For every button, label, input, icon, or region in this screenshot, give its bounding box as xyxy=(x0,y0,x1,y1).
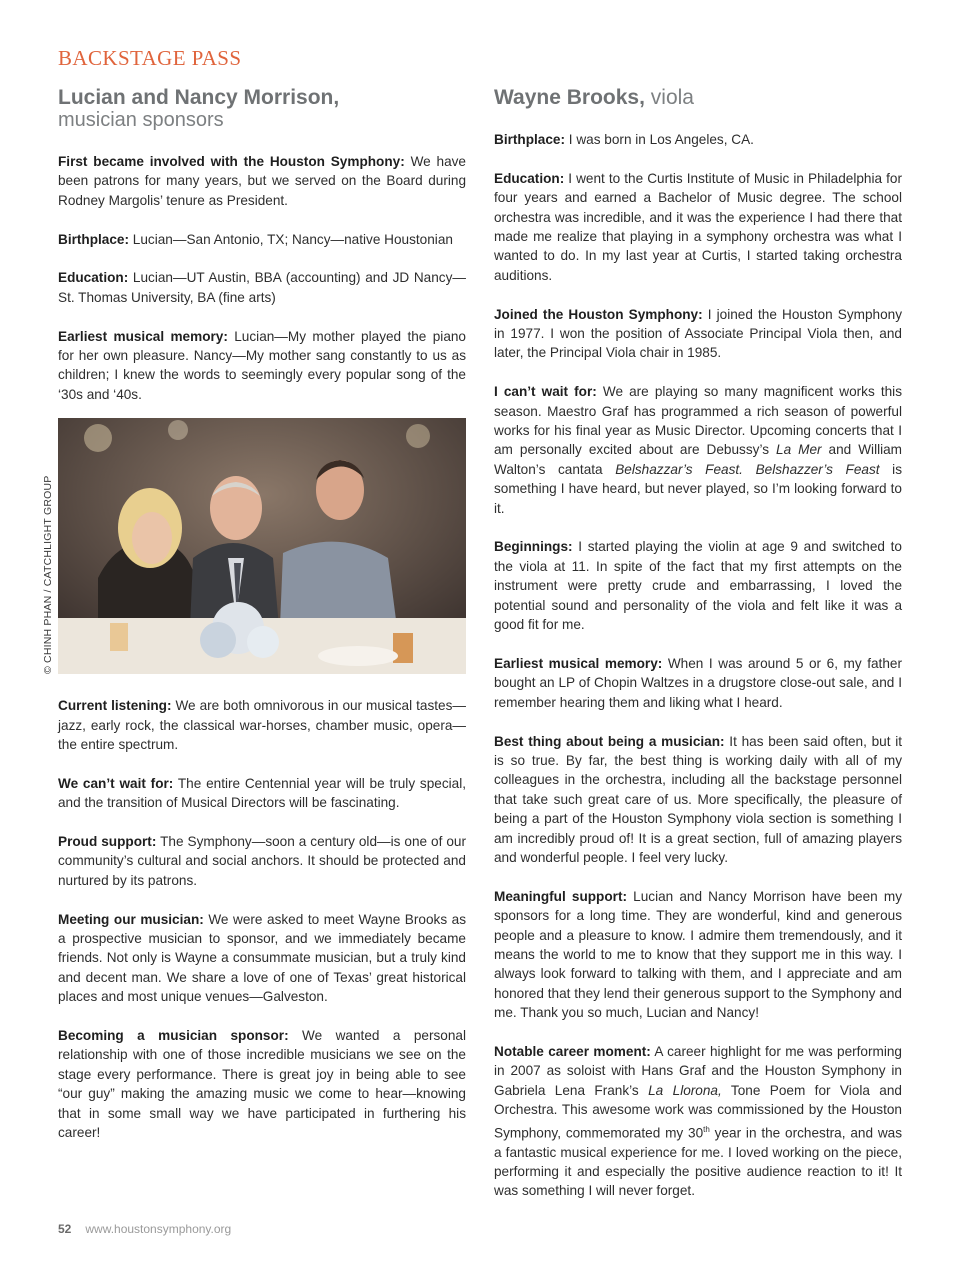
qa-text: When I was around 5 or 6, my father bought an LP of Chopin Waltzes in a drugstore close-out sale, and I remember hearing them and liking what I heard. xyxy=(494,655,902,710)
qa-text: We are both omnivorous in our musical tastes—jazz, early rock, the classical war-horses, chamber music, opera—the entire spectrum. xyxy=(58,698,466,753)
qa-text: Tone Poem for Viola and Orchestra. This awesome work was commissioned by the Houston Symphony, commemorated my 30 xyxy=(494,1082,902,1141)
qa-text: We are playing so many magnificent works this season. Maestro Graf has programmed a rich season of powerful works for his final year as Music Director. Upcoming concerts that I am personally excited about are Debussy’s xyxy=(494,384,903,458)
qa-item xyxy=(58,327,466,405)
qa-text: Lucian—UT Austin, BBA (accounting) and JD Nancy—St. Thomas University, BA (fine arts) xyxy=(58,270,466,305)
qa-text: The Symphony—soon a century old—is one of our community’s cultural and social anchors. It should be protected and nurtured by its patrons. xyxy=(58,834,467,888)
qa-text: Lucian and Nancy Morrison have been my sponsors for a long time. They are wonderful, kind and generous people and a pleasure to know. I admire them tremendously, and it means the world to me to know that they support me in this way. I always look forward to talking with them, and I appreciate and am honored that they lend their generous support to the Symphony and me. Thank you so much, Lucian and Nancy! xyxy=(494,888,903,1021)
qa-label: Education: xyxy=(58,270,129,286)
qa-text: It has been said often, but it is so true. By far, the best thing is working daily with all of my colleagues in the orchestra, including all the backstage personnel that take such great care of us. More specifically, the pleasure of being a part of the Houston Symphony viola section is something I am incredibly proud of! It is a great section, full of amazing players and wonderful people. I feel very lucky. xyxy=(494,733,903,865)
sponsor-title: Lucian and Nancy Morrison, xyxy=(58,86,340,109)
qa-label: First became involved with the Houston Symphony: xyxy=(58,154,405,169)
page-number: 52 xyxy=(58,1222,72,1236)
qa-item xyxy=(58,696,466,754)
qa-item xyxy=(494,305,902,363)
page-footer xyxy=(58,1222,231,1236)
qa-label: I can’t wait for: xyxy=(494,384,597,400)
musician-instrument: viola xyxy=(644,86,694,109)
qa-item xyxy=(494,887,902,1023)
qa-label: Current listening: xyxy=(58,698,172,714)
qa-title-italic: Belshazzar’s Feast. Belshazzer’s Feast xyxy=(615,461,880,477)
qa-item xyxy=(494,169,902,285)
superscript: th xyxy=(703,1124,710,1134)
qa-item xyxy=(58,268,466,307)
qa-label: Earliest musical memory: xyxy=(494,655,663,671)
qa-label: Birthplace: xyxy=(58,231,130,247)
qa-item xyxy=(58,832,466,890)
qa-label: Birthplace: xyxy=(494,132,566,147)
qa-title-italic: La Llorona, xyxy=(648,1082,722,1098)
sponsor-subtitle: musician sponsors xyxy=(58,109,224,131)
qa-label: Notable career moment: xyxy=(494,1043,651,1059)
qa-item xyxy=(58,1026,466,1142)
qa-label: Beginnings: xyxy=(494,539,573,555)
qa-label: Best thing about being a musician: xyxy=(494,733,725,749)
qa-item xyxy=(494,732,902,868)
qa-item xyxy=(494,382,902,518)
qa-label: Education: xyxy=(494,170,565,186)
qa-label: Proud support: xyxy=(58,834,157,850)
qa-item xyxy=(58,230,466,249)
qa-text: and William Walton’s cantata xyxy=(494,442,903,477)
qa-text: The entire Centennial year will be truly special, and the transition of Musical Directors will be fascinating. xyxy=(58,775,467,811)
qa-text: We have been patrons for many years, but we served on the Board during Rodney Margolis’ tenure as President. xyxy=(58,154,466,208)
qa-text: year in the orchestra, and was a fantastic musical experience for me. I loved working on the piece, performing it and especially the positive audience reaction to it! It was something I will never forget. xyxy=(494,1125,902,1199)
qa-label: Meaningful support: xyxy=(494,888,628,904)
qa-text: A career highlight for me was performing in 2007 as soloist with Hans Graf and the Houston Symphony in Gabriela Lena Frank’s xyxy=(494,1043,902,1098)
qa-text: I started playing the violin at age 9 and switched to the viola at 11. In spite of the fact that my first attempts on the instrument were pretty crude and embarrassing, I loved the potential sound and personality of the viola and felt like it was a good fit for me. xyxy=(494,539,902,633)
qa-text: We wanted a personal relationship with one of those incredible musicians we see on the stage every performance. There is great joy in being able to see “our guy” making the amazing music we come to hear—knowing that in some small way we have participated in furthering his career! xyxy=(58,1028,466,1141)
qa-item xyxy=(494,130,902,149)
qa-text: Lucian—San Antonio, TX; Nancy—native Houstonian xyxy=(129,231,453,247)
photo-illustration xyxy=(58,418,466,674)
qa-item xyxy=(58,774,466,813)
section-header: BACKSTAGE PASS xyxy=(58,46,242,70)
qa-item xyxy=(494,537,902,634)
right-column xyxy=(494,86,902,1220)
qa-label: Becoming a musician sponsor: xyxy=(58,1028,289,1044)
left-column xyxy=(42,86,467,1162)
qa-title-italic: La Mer xyxy=(776,442,822,458)
qa-text: I joined the Houston Symphony in 1977. I won the position of Associate Principal Viola then, and later, the Principal Viola chair in 1985. xyxy=(494,306,902,361)
qa-text: Lucian—My mother played the piano for her own pleasure. Nancy—My mother sang constantly to us as children; I knew the words to seemingly every popular song of the ‘30s and ‘40s. xyxy=(58,328,466,402)
musician-name: Wayne Brooks, xyxy=(494,86,645,109)
qa-text: I was born in Los Angeles, CA. xyxy=(565,132,754,147)
qa-item xyxy=(494,1042,902,1201)
qa-text: I went to the Curtis Institute of Music in Philadelphia for four years and earned a Bachelor of Music degree. The school orchestra was incredible, and it was the experience I had there that made me realize that playing in a symphony orchestra was what I wanted to do. In my last year at Curtis, I started taking orchestra auditions. xyxy=(494,170,902,283)
qa-label: Meeting our musician: xyxy=(58,911,204,927)
sponsors-photo xyxy=(58,418,466,674)
qa-label: We can’t wait for: xyxy=(58,775,174,791)
musician-title xyxy=(494,86,902,110)
photo-block xyxy=(42,418,466,675)
photo-credit: © CHINH PHAN / CATCHLIGHT GROUP xyxy=(42,475,54,675)
qa-item xyxy=(58,910,466,1007)
website-link[interactable]: www.houstonsymphony.org xyxy=(85,1222,232,1236)
qa-label: Joined the Houston Symphony: xyxy=(494,306,703,322)
qa-text: is something I have heard, but never played, so I’m looking forward to it. xyxy=(494,461,902,516)
qa-label: Earliest musical memory: xyxy=(58,328,228,344)
qa-item xyxy=(494,654,902,712)
qa-item xyxy=(58,152,466,210)
qa-text: We were asked to meet Wayne Brooks as a prospective musician to sponsor, and we immediately became friends. Not only is Wayne a consummate musician, but a truly kind and decent man. We share a love of one of Texas’ great historical places and most unique venues—Galveston. xyxy=(58,911,467,1005)
